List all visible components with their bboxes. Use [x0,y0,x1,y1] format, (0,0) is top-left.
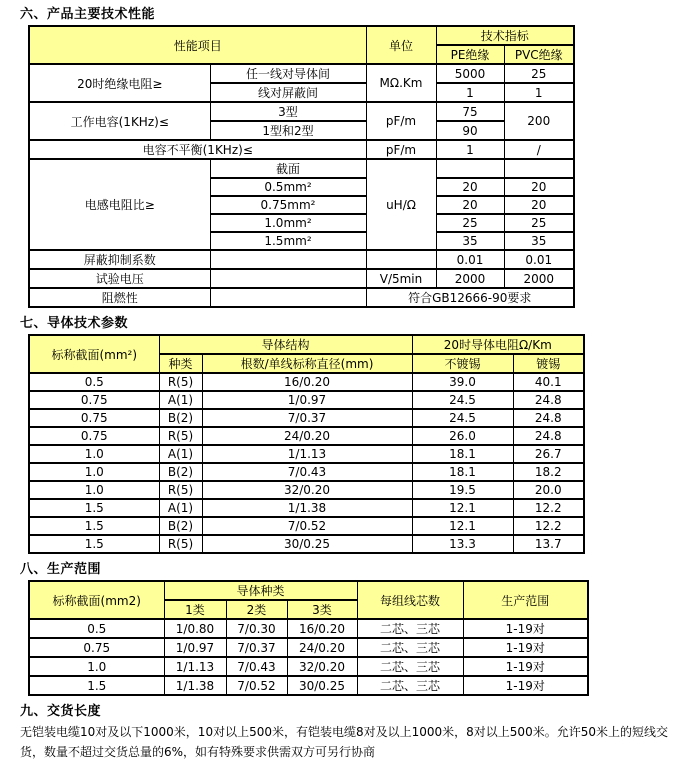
table-row [29,499,584,517]
cell: 1-19对 [463,619,588,638]
cell: R(5) [159,427,202,445]
cell: 32/0.20 [202,481,412,499]
cell: 35 [504,232,574,250]
cell: 0.75 [29,391,159,409]
cell: / [504,140,574,159]
section-heading-delivery-length: 九、交货长度 [20,704,102,719]
col-header-conductor-resistance: 20时导体电阻Ω/Km [412,335,584,354]
cell: 26.7 [513,445,584,463]
cell: 1/1.38 [202,499,412,517]
cell: 二芯、三芯 [357,657,463,676]
cell: pF/m [366,102,436,140]
table-row [29,427,584,445]
cell: 1型和2型 [210,121,366,140]
cell [210,288,366,307]
section-heading-production-range: 八、生产范围 [20,562,102,577]
cell: 24.8 [513,427,584,445]
cell: 0.75mm² [210,196,366,214]
cell: 7/0.43 [202,463,412,481]
cell: 1/1.13 [164,657,226,676]
col-header-nominal-section: 标称截面(mm²) [29,335,159,373]
col-header-performance-item: 性能项目 [29,26,366,64]
cell [366,250,436,269]
cell: 24.5 [412,409,513,427]
cell: 13.7 [513,535,584,553]
cell: 试验电压 [29,269,210,288]
cell: 25 [504,214,574,232]
col-header-pvc-insulation: PVC绝缘 [504,45,574,64]
cell: 24.5 [412,391,513,409]
cell: 25 [436,214,504,232]
cell: 25 [504,64,574,83]
table-row [29,391,584,409]
cell: B(2) [159,463,202,481]
cell: 0.75 [29,638,164,657]
cell [504,159,574,178]
cell [436,159,504,178]
cell: 1.0 [29,445,159,463]
conductor-params-table [28,334,585,554]
table-row [29,517,584,535]
col-header-unit: 单位 [366,26,436,64]
cell: 30/0.25 [287,676,357,695]
cell: 7/0.52 [226,676,287,695]
col-header-pe-insulation: PE绝缘 [436,45,504,64]
cell: 7/0.37 [226,638,287,657]
cell: 16/0.20 [202,373,412,391]
cell: 0.5 [29,373,159,391]
cell: 2000 [504,269,574,288]
table-header-row [29,581,588,600]
cell: R(5) [159,481,202,499]
cell: V/5min [366,269,436,288]
cell: 16/0.20 [287,619,357,638]
cell: 符合GB12666-90要求 [366,288,574,307]
cell: 1-19对 [463,657,588,676]
cell: 20时绝缘电阻≥ [29,64,210,102]
cell: 18.1 [412,445,513,463]
cell: 20 [504,196,574,214]
cell: 1.0mm² [210,214,366,232]
cell: 7/0.43 [226,657,287,676]
col-header-kind-2: 2类 [226,600,287,619]
section-heading-conductor-params: 七、导体技术参数 [20,316,129,331]
cell: 75 [436,102,504,121]
cell: 26.0 [412,427,513,445]
cell [210,269,366,288]
cell: 30/0.25 [202,535,412,553]
cell: 1 [504,83,574,102]
col-header-production-range: 生产范围 [463,581,588,619]
cell: 20 [436,178,504,196]
cell: 1.5 [29,535,159,553]
cell: 3型 [210,102,366,121]
cell: 1/1.38 [164,676,226,695]
cell: 1.5mm² [210,232,366,250]
cell: MΩ.Km [366,64,436,102]
cell: uH/Ω [366,159,436,250]
table-row [29,619,588,638]
table-row [29,140,574,159]
table-row [29,64,574,83]
col-header-cores-per-group: 每组线芯数 [357,581,463,619]
cell: 1.0 [29,657,164,676]
cell: 任一线对导体间 [210,64,366,83]
col-header-strand-diameter: 根数/单线标称直径(mm) [202,354,412,373]
cell: 13.3 [412,535,513,553]
cell: A(1) [159,391,202,409]
cell: 19.5 [412,481,513,499]
cell: 12.2 [513,517,584,535]
col-header-nominal-section: 标称截面(mm2) [29,581,164,619]
table-row [29,445,584,463]
cell: 二芯、三芯 [357,619,463,638]
cell: 0.01 [436,250,504,269]
cell: B(2) [159,409,202,427]
cell: 5000 [436,64,504,83]
cell: R(5) [159,535,202,553]
cell: 24.8 [513,409,584,427]
table-row [29,676,588,695]
cell: 电容不平衡(1KHz)≤ [29,140,366,159]
cell: 1/0.97 [202,391,412,409]
col-header-kind-1: 1类 [164,600,226,619]
cell: B(2) [159,517,202,535]
cell: 90 [436,121,504,140]
col-header-tinned: 镀锡 [513,354,584,373]
cell: 35 [436,232,504,250]
cell: 7/0.30 [226,619,287,638]
tech-performance-table [28,25,575,308]
cell: 二芯、三芯 [357,676,463,695]
cell: 屏蔽抑制系数 [29,250,210,269]
table-row [29,409,584,427]
cell: 20 [436,196,504,214]
cell: 18.1 [412,463,513,481]
cell: 24.8 [513,391,584,409]
table-row [29,657,588,676]
cell: 39.0 [412,373,513,391]
cell: 12.1 [412,517,513,535]
table-row [29,463,584,481]
cell: 0.75 [29,427,159,445]
cell: R(5) [159,373,202,391]
cell: 32/0.20 [287,657,357,676]
cell: A(1) [159,499,202,517]
cell: 1.0 [29,481,159,499]
cell: 12.2 [513,499,584,517]
section-heading-technical-performance: 六、产品主要技术性能 [20,7,156,22]
col-header-untinned: 不镀锡 [412,354,513,373]
col-header-tech-index: 技术指标 [436,26,574,45]
table-header-row [29,26,574,45]
cell: 2000 [436,269,504,288]
cell: 二芯、三芯 [357,638,463,657]
cell: 1/1.13 [202,445,412,463]
col-header-kind-3: 3类 [287,600,357,619]
cell: 20.0 [513,481,584,499]
cell: 200 [504,102,574,140]
cell: 24/0.20 [202,427,412,445]
table-row [29,638,588,657]
cell: 24/0.20 [287,638,357,657]
table-row [29,102,574,121]
cell: 12.1 [412,499,513,517]
table-row [29,535,584,553]
cell: 1.5 [29,517,159,535]
cell: A(1) [159,445,202,463]
cell: 1 [436,83,504,102]
delivery-length-text: 无铠装电缆10对及以下1000米，10对以上500米，有铠装电缆8对及以上1000米，8对以上500米。允许50米上的短线交货，数量不超过交货总量的6%，如有特殊要求供需双方可另行协商 [20,725,668,759]
cell: 1-19对 [463,676,588,695]
cell: 1-19对 [463,638,588,657]
cell: 0.75 [29,409,159,427]
cell: 1.0 [29,463,159,481]
cell: 7/0.52 [202,517,412,535]
production-range-table [28,580,589,696]
table-header-row [29,335,584,354]
cell: 工作电容(1KHz)≤ [29,102,210,140]
cell: 1.5 [29,676,164,695]
table-row [29,481,584,499]
cell: pF/m [366,140,436,159]
cell: 18.2 [513,463,584,481]
cell: 7/0.37 [202,409,412,427]
cell: 0.5mm² [210,178,366,196]
cell: 1/0.97 [164,638,226,657]
col-header-conductor-structure: 导体结构 [159,335,412,354]
col-header-kind: 种类 [159,354,202,373]
cell: 电感电阻比≥ [29,159,210,250]
table-row [29,288,574,307]
col-header-conductor-kinds: 导体种类 [164,581,357,600]
cell: 40.1 [513,373,584,391]
cell: 20 [504,178,574,196]
cell: 1/0.80 [164,619,226,638]
cell: 阻燃性 [29,288,210,307]
cell: 1 [436,140,504,159]
cell: 线对屏蔽间 [210,83,366,102]
table-row [29,269,574,288]
cell: 1.5 [29,499,159,517]
table-row [29,373,584,391]
table-row [29,159,574,178]
cell: 截面 [210,159,366,178]
cell: 0.01 [504,250,574,269]
cell [210,250,366,269]
cell: 0.5 [29,619,164,638]
table-row [29,250,574,269]
